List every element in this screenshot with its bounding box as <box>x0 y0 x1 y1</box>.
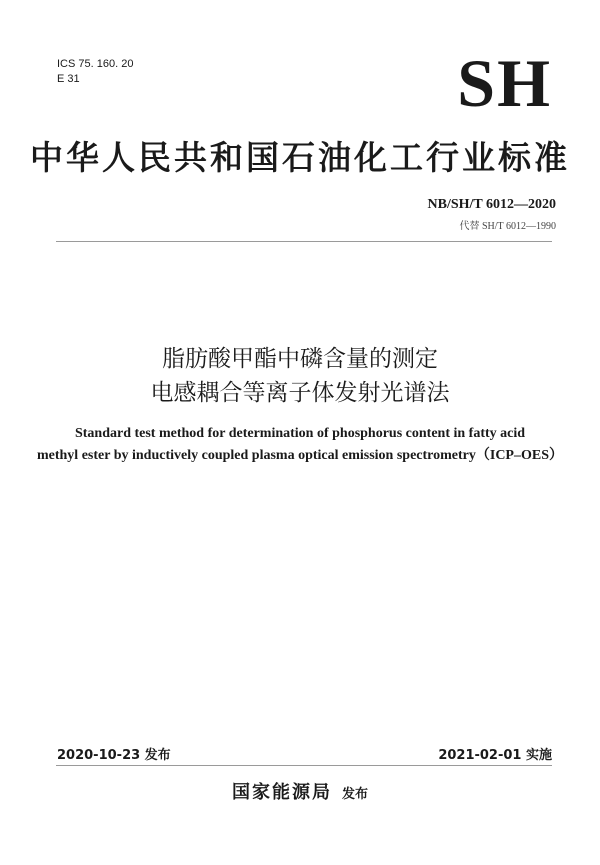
ccs-code: E 31 <box>57 73 80 85</box>
standard-number: NB/SH/T 6012—2020 <box>427 197 556 212</box>
top-divider <box>56 241 552 242</box>
chinese-title-line-2: 电感耦合等离子体发射光谱法 <box>150 380 450 406</box>
chinese-title-line-1: 脂肪酸甲酯中磷含量的测定 <box>162 346 438 372</box>
sh-logo: SH <box>457 45 552 121</box>
chinese-title <box>0 342 600 410</box>
issue-date: 2020-10-23 发布 <box>57 748 171 763</box>
classification-codes <box>57 57 133 87</box>
issuer-suffix: 发布 <box>341 787 368 802</box>
replaces-note: 代替 SH/T 6012—1990 <box>459 221 556 232</box>
issuer-name: 国家能源局 <box>231 782 332 803</box>
english-title <box>0 423 600 467</box>
english-title-line-1: Standard test method for determination of phosphorus content in fatty acid <box>74 426 526 441</box>
bottom-divider <box>56 765 552 766</box>
implementation-date: 2021-02-01 实施 <box>438 748 552 763</box>
org-title: 中华人民共和国石油化工行业标准 <box>30 138 570 177</box>
issuer <box>0 778 600 804</box>
english-title-line-2: methyl ester by inductively coupled plasma optical emission spectrometry（ICP–OES） <box>36 448 564 463</box>
ics-code: ICS 75. 160. 20 <box>57 58 134 70</box>
